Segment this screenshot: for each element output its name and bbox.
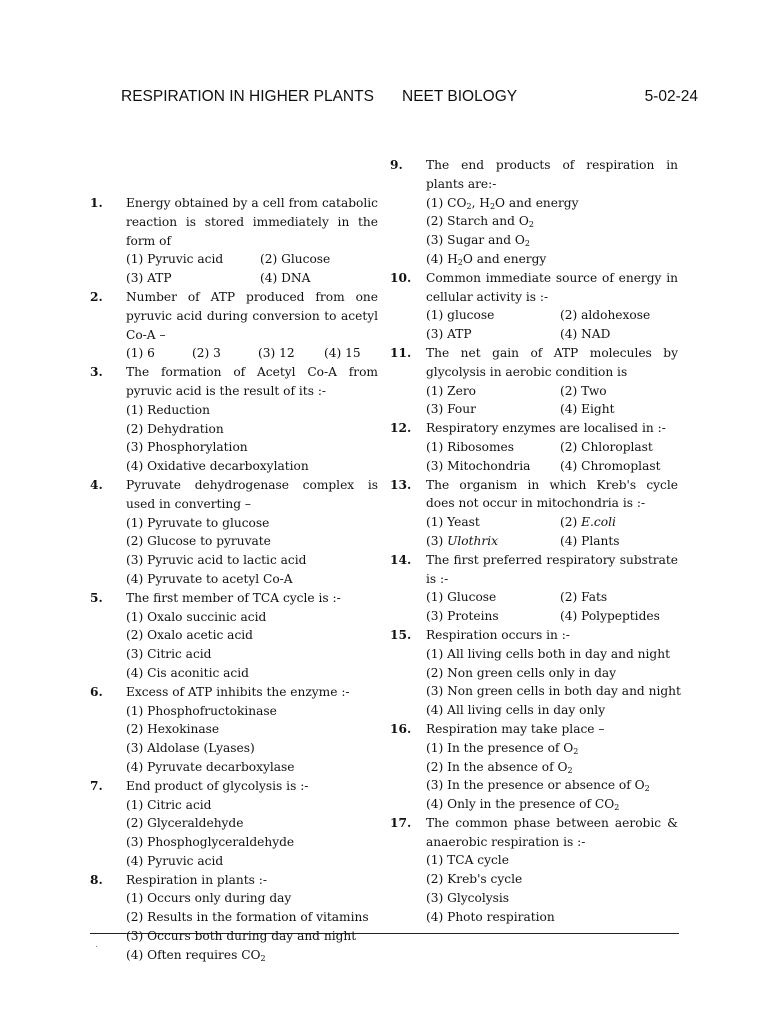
question-16 bbox=[390, 720, 680, 814]
option: (4) Pyruvic acid bbox=[126, 853, 224, 868]
option: (4) Only in the presence of $CO_2$ bbox=[426, 797, 620, 813]
option: (1) $CO_2$, $H_2O$ and energy bbox=[426, 195, 579, 211]
question-number: 5. bbox=[90, 590, 103, 605]
question-number: 9. bbox=[390, 158, 403, 172]
option: (1) Phosphofructokinase bbox=[126, 703, 277, 718]
option: (4) Cis aconitic acid bbox=[126, 665, 249, 680]
question-stem: Respiration occurs in :- bbox=[426, 627, 570, 642]
option: (1) Zero bbox=[426, 383, 476, 398]
question-6 bbox=[90, 683, 380, 777]
option: (1) Ribosomes bbox=[426, 439, 514, 454]
question-9 bbox=[390, 156, 680, 269]
option: (2) Non green cells only in day bbox=[426, 665, 617, 680]
question-number: 17. bbox=[390, 815, 412, 830]
question-stem: The end products of respiration in plants are:- bbox=[426, 158, 678, 191]
option: (2) Dehydration bbox=[126, 421, 224, 436]
option: (1) Oxalo succinic acid bbox=[126, 609, 267, 624]
option: (2) Chloroplast bbox=[560, 439, 653, 454]
page-header bbox=[0, 88, 768, 110]
question-stem: The organism in which Kreb's cycle does not occur in mitochondria is :- bbox=[426, 477, 678, 511]
option: (3) Occurs both during day and night bbox=[126, 929, 357, 944]
date-label: 5-02-24 bbox=[644, 88, 698, 105]
question-4 bbox=[90, 476, 380, 589]
option: (2) Oxalo acetic acid bbox=[126, 628, 253, 643]
question-17 bbox=[390, 814, 680, 927]
option: (4) 15 bbox=[324, 346, 361, 361]
option: (3) Non green cells in both day and night bbox=[426, 684, 681, 699]
question-number: 15. bbox=[390, 627, 412, 642]
option: (2) In the absence of $O_2$ bbox=[426, 759, 573, 775]
question-number: 14. bbox=[390, 552, 412, 567]
question-12 bbox=[390, 419, 680, 475]
question-stem: End product of glycolysis is :- bbox=[126, 778, 309, 793]
question-stem: The first member of TCA cycle is :- bbox=[126, 590, 341, 605]
option: (2) Results in the formation of vitamins bbox=[126, 910, 369, 925]
chapter-title: RESPIRATION IN HIGHER PLANTS bbox=[121, 88, 374, 105]
option: (3) ATP bbox=[126, 271, 172, 286]
option: (3) 12 bbox=[258, 346, 295, 361]
option: (2) Kreb's cycle bbox=[426, 872, 523, 887]
question-number: 4. bbox=[90, 477, 103, 492]
option: (1) 6 bbox=[126, 346, 155, 361]
question-number: 1. bbox=[90, 196, 103, 210]
option: (4) DNA bbox=[260, 271, 311, 286]
option: (4) Often requires $CO_2$ bbox=[126, 947, 266, 963]
left-column bbox=[90, 194, 380, 965]
option: (2) aldohexose bbox=[560, 308, 651, 323]
right-column bbox=[390, 156, 680, 927]
question-number: 10. bbox=[390, 270, 412, 285]
question-stem: The common phase between aerobic & anaerobic respiration is :- bbox=[426, 815, 678, 849]
option: (3) Mitochondria bbox=[426, 458, 531, 473]
question-3 bbox=[90, 363, 380, 476]
question-1 bbox=[90, 194, 380, 288]
option: (2) E.coli bbox=[560, 515, 616, 530]
question-stem: Respiration in plants :- bbox=[126, 872, 267, 887]
option: (2) Glucose to pyruvate bbox=[126, 534, 271, 549]
option: (2) 3 bbox=[192, 346, 221, 361]
option: (2) Starch and $O_2$ bbox=[426, 214, 534, 230]
option: (3) ATP bbox=[426, 327, 472, 342]
option: (3) Aldolase (Lyases) bbox=[126, 741, 255, 756]
option: (4) Pyruvate decarboxylase bbox=[126, 759, 295, 774]
option: (4) Pyruvate to acetyl Co-A bbox=[126, 571, 293, 586]
option: (3) Phosphoglyceraldehyde bbox=[126, 835, 295, 850]
option: (3) Sugar and $O_2$ bbox=[426, 233, 530, 249]
question-stem: The first preferred respiratory substrate is :- bbox=[426, 552, 678, 586]
question-stem: Respiratory enzymes are localised in :- bbox=[426, 421, 666, 436]
footer-mark: . bbox=[95, 940, 98, 950]
question-stem: Excess of ATP inhibits the enzyme :- bbox=[126, 684, 350, 699]
question-stem: Respiration may take place – bbox=[426, 721, 605, 736]
option: (3) Pyruvic acid to lactic acid bbox=[126, 553, 307, 568]
option: (3) Ulothrix bbox=[426, 533, 498, 548]
option: (1) Glucose bbox=[426, 590, 497, 605]
option: (1) Pyruvic acid bbox=[126, 252, 224, 267]
option: (2) Two bbox=[560, 383, 607, 398]
option: (3) Phosphorylation bbox=[126, 440, 248, 455]
question-stem: Pyruvate dehydrogenase complex is used in converting – bbox=[126, 477, 378, 511]
option: (1) Pyruvate to glucose bbox=[126, 515, 270, 530]
question-8 bbox=[90, 871, 380, 965]
option: (4) Eight bbox=[560, 402, 615, 417]
option: (4) Oxidative decarboxylation bbox=[126, 459, 309, 474]
option: (3) In the presence or absence of $O_2$ bbox=[426, 778, 650, 794]
option: (2) Glucose bbox=[260, 252, 331, 267]
footer-divider bbox=[90, 933, 679, 934]
question-number: 7. bbox=[90, 778, 103, 793]
option: (4) Photo respiration bbox=[426, 909, 555, 924]
question-number: 12. bbox=[390, 421, 412, 436]
option: (1) Reduction bbox=[126, 402, 210, 417]
option: (1) Yeast bbox=[426, 515, 480, 530]
option: (4) Chromoplast bbox=[560, 458, 661, 473]
option: (1) TCA cycle bbox=[426, 853, 509, 868]
option: (3) Glycolysis bbox=[426, 891, 510, 906]
question-stem: Common immediate source of energy in cellular activity is :- bbox=[426, 270, 678, 304]
option: (4) All living cells in day only bbox=[426, 703, 606, 718]
option: (2) Hexokinase bbox=[126, 722, 220, 737]
question-number: 3. bbox=[90, 365, 103, 380]
option: (4) NAD bbox=[560, 327, 611, 342]
option: (2) Glyceraldehyde bbox=[126, 816, 244, 831]
question-number: 16. bbox=[390, 721, 412, 736]
question-stem: Energy obtained by a cell from catabolic reaction is stored immediately in the form of bbox=[126, 196, 378, 248]
question-stem: The formation of Acetyl Co-A from pyruvic acid is the result of its :- bbox=[126, 365, 378, 398]
question-14 bbox=[390, 551, 680, 626]
question-number: 8. bbox=[90, 872, 103, 887]
option: (4) Plants bbox=[560, 533, 620, 548]
question-2 bbox=[90, 288, 380, 363]
question-number: 13. bbox=[390, 477, 412, 492]
option: (3) Citric acid bbox=[126, 647, 212, 662]
option: (2) Fats bbox=[560, 590, 608, 605]
question-13 bbox=[390, 476, 680, 551]
question-number: 6. bbox=[90, 684, 103, 699]
question-stem: Number of ATP produced from one pyruvic acid during conversion to acetyl Co-A – bbox=[126, 289, 378, 342]
question-stem: The net gain of ATP molecules by glycolysis in aerobic condition is bbox=[426, 345, 678, 379]
option: (4) $H_2O$ and energy bbox=[426, 251, 547, 267]
option: (1) glucose bbox=[426, 308, 495, 323]
question-11 bbox=[390, 344, 680, 419]
question-number: 2. bbox=[90, 289, 103, 304]
option: (1) All living cells both in day and night bbox=[426, 646, 670, 661]
option: (1) In the presence of $O_2$ bbox=[426, 740, 579, 756]
option: (4) Polypeptides bbox=[560, 609, 660, 624]
option: (1) Citric acid bbox=[126, 797, 212, 812]
question-number: 11. bbox=[390, 345, 412, 360]
question-5 bbox=[90, 589, 380, 683]
question-10 bbox=[390, 269, 680, 344]
option: (3) Proteins bbox=[426, 609, 499, 624]
option: (1) Occurs only during day bbox=[126, 891, 292, 906]
question-7 bbox=[90, 777, 380, 871]
question-15 bbox=[390, 626, 680, 720]
subject-title: NEET BIOLOGY bbox=[402, 88, 518, 105]
option: (3) Four bbox=[426, 402, 476, 417]
